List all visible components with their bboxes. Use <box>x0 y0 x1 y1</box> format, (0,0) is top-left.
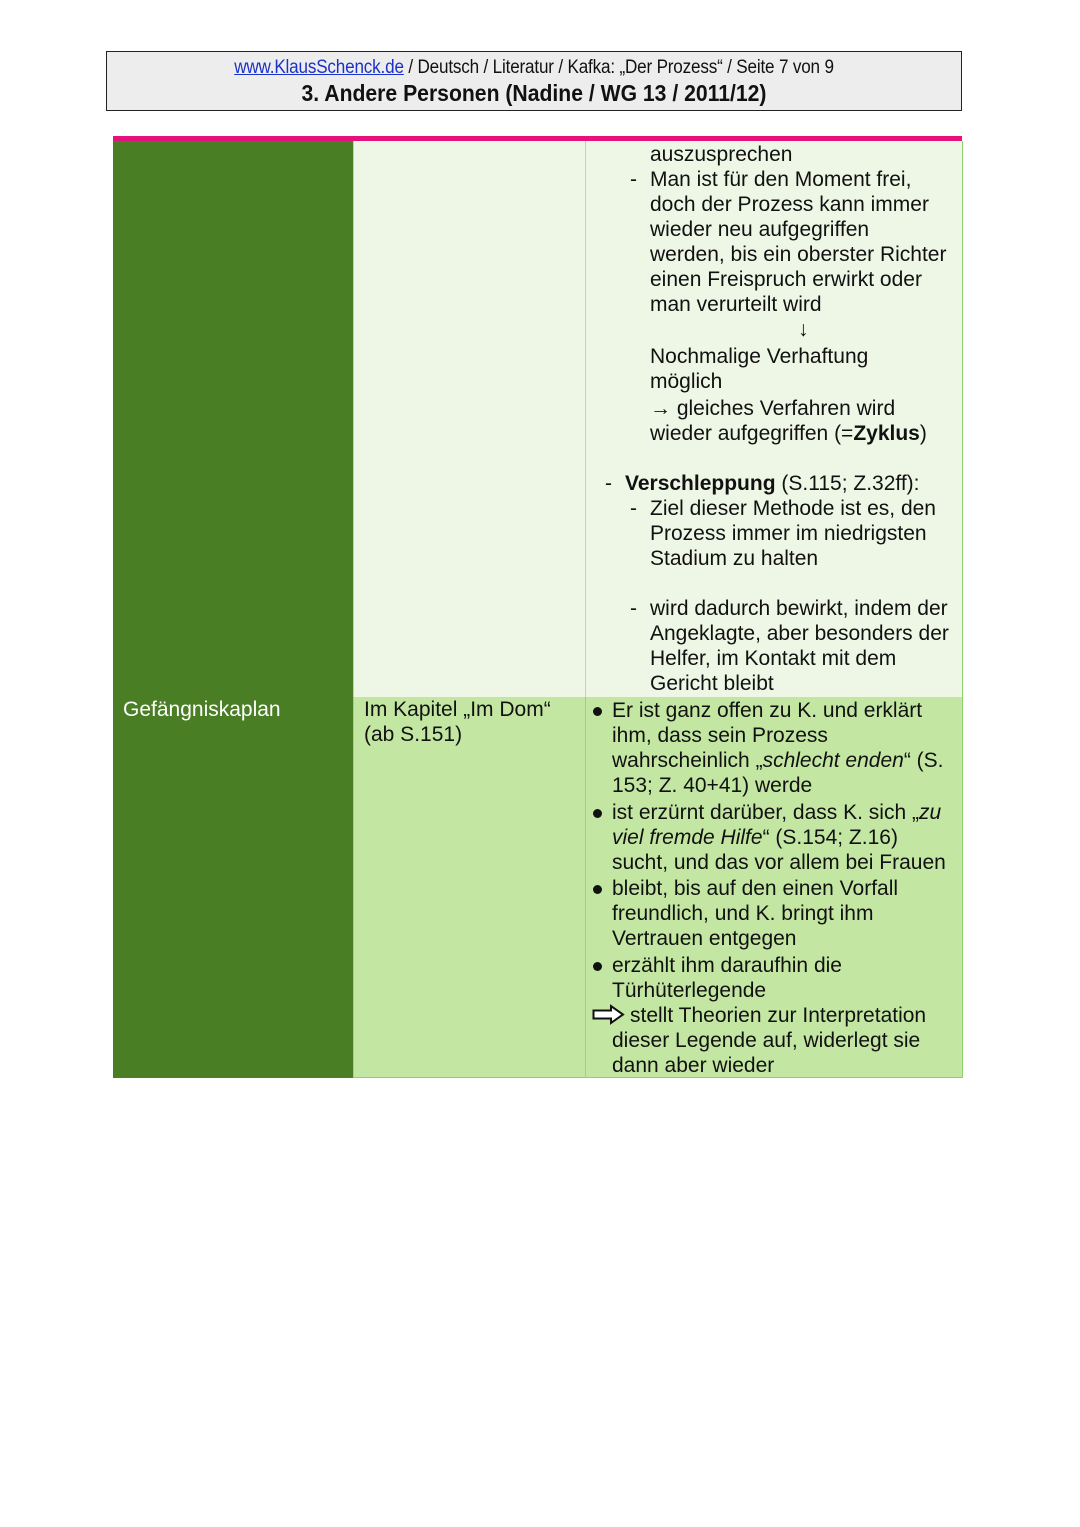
note-text: ist erzürnt darüber, dass K. sich „ <box>612 801 919 824</box>
note-line: 153; Z. 40+41) werde <box>612 774 813 797</box>
page-header <box>106 51 962 111</box>
chapter-cell-upper <box>353 141 586 697</box>
quote-italic: viel fremde Hilfe <box>612 826 763 849</box>
header-title: 3. Andere Personen (Nadine / WG 13 / 2011/12) <box>301 80 767 106</box>
note-line-quote <box>612 800 941 825</box>
conclusion-line: dann aber wieder <box>612 1054 775 1077</box>
note-line: man verurteilt wird <box>650 293 822 316</box>
down-arrow-icon: ↓ <box>798 318 809 341</box>
note-text: wieder aufgegriffen (= <box>650 422 854 445</box>
note-text: “ (S. <box>903 749 944 772</box>
note-line: Vertrauen entgegen <box>612 927 797 950</box>
bullet-icon <box>593 707 602 716</box>
note-line: doch der Prozess kann immer <box>650 193 929 216</box>
note-line: wieder neu aufgegriffen <box>650 218 870 241</box>
bullet-icon <box>593 962 602 971</box>
note-line: auszusprechen <box>650 143 793 166</box>
note-line-zyklus <box>650 421 927 446</box>
note-line: Türhüterlegende <box>612 979 767 1002</box>
note-line: Ziel dieser Methode ist es, den <box>650 497 936 520</box>
note-line: einen Freispruch erwirkt oder <box>650 268 922 291</box>
note-line: Er ist ganz offen zu K. und erklärt <box>612 699 923 722</box>
dash: - <box>630 497 637 520</box>
quote-italic: zu <box>918 801 942 824</box>
note-line: → gleiches Verfahren wird <box>650 397 896 420</box>
note-line: Gericht bleibt <box>650 672 774 695</box>
note-line: wird dadurch bewirkt, indem der <box>650 597 948 620</box>
note-line: Man ist für den Moment frei, <box>650 168 912 191</box>
note-text: “ (S.154; Z.16) <box>762 826 898 849</box>
quote-italic: schlecht enden <box>762 749 904 772</box>
note-line: werden, bis ein oberster Richter <box>650 243 947 266</box>
chapter-cell-lower <box>353 697 586 1078</box>
note-line: Angeklagte, aber besonders der <box>650 622 949 645</box>
note-line: bleibt, bis auf den einen Vorfall <box>612 877 899 900</box>
conclusion-line: stellt Theorien zur Interpretation <box>630 1004 927 1027</box>
verschleppung-bold: Verschleppung <box>625 472 776 495</box>
note-line: ihm, dass sein Prozess <box>612 724 828 747</box>
verschleppung-heading <box>625 471 920 496</box>
note-line-quote <box>612 825 898 850</box>
note-text: (S.115; Z.32ff): <box>775 472 920 495</box>
dash: - <box>630 168 637 191</box>
note-line: sucht, und das vor allem bei Frauen <box>612 851 946 874</box>
note-line: Prozess immer im niedrigsten <box>650 522 927 545</box>
note-line: Stadium zu halten <box>650 547 819 570</box>
note-line: möglich <box>650 370 723 393</box>
header-path-line <box>150 57 919 79</box>
person-name: Gefängniskaplan <box>123 698 281 721</box>
person-column <box>113 141 353 1078</box>
note-line: freundlich, und K. bringt ihm <box>612 902 874 925</box>
zyklus-bold: Zyklus <box>853 422 920 445</box>
note-line: Helfer, im Kontakt mit dem <box>650 647 897 670</box>
note-line: erzählt ihm daraufhin die <box>612 954 842 977</box>
header-path: / Deutsch / Literatur / Kafka: „Der Prozess“ / Seite 7 von 9 <box>403 57 834 78</box>
bullet-icon <box>593 885 602 894</box>
right-arrow-icon <box>592 1004 625 1025</box>
bullet-icon <box>593 809 602 818</box>
conclusion-line: dieser Legende auf, widerlegt sie <box>612 1029 921 1052</box>
dash: - <box>605 472 612 495</box>
note-line-quote <box>612 748 944 773</box>
dash: - <box>630 597 637 620</box>
note-line: Nochmalige Verhaftung <box>650 345 869 368</box>
website-link[interactable]: www.KlausSchenck.de <box>234 57 404 78</box>
note-text: wahrscheinlich „ <box>612 749 763 772</box>
chapter-line: Im Kapitel „Im Dom“ <box>364 698 551 721</box>
chapter-line: (ab S.151) <box>364 723 463 746</box>
note-text: ) <box>919 422 927 445</box>
